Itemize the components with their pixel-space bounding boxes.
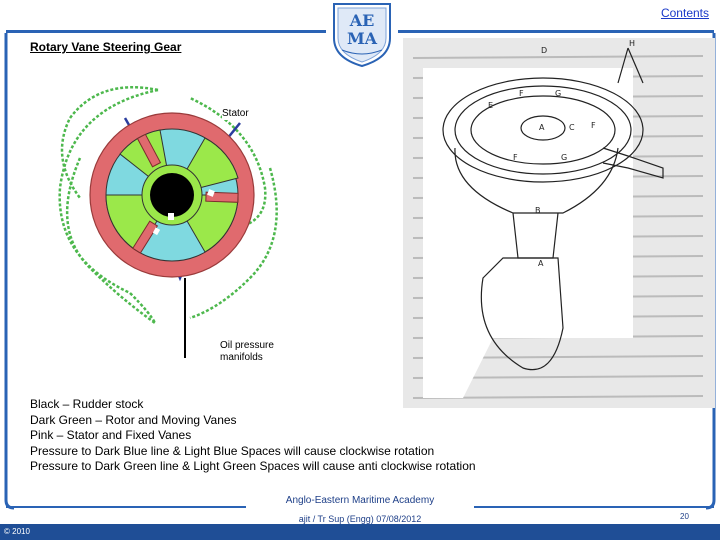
- callout-d: D: [541, 46, 548, 55]
- svg-text:MA: MA: [346, 29, 378, 48]
- legend-line-4: Pressure to Dark Blue line & Light Blue Spaces will cause clockwise rotation: [30, 443, 435, 458]
- callout-f2: F: [591, 121, 596, 130]
- callout-a2: A: [538, 259, 544, 268]
- footer-band: [0, 524, 720, 540]
- legend-line-3: Pink – Stator and Fixed Vanes: [30, 428, 192, 443]
- callout-h: H: [629, 39, 636, 48]
- callout-g1: G: [555, 89, 562, 98]
- rotary-vane-diagram: [40, 68, 290, 368]
- legend-line-2: Dark Green – Rotor and Moving Vanes: [30, 412, 237, 427]
- manifold-label-line1: Oil pressure: [220, 340, 274, 351]
- footer-author: ajit / Tr Sup (Engg) 07/08/2012: [298, 514, 422, 524]
- callout-c: C: [569, 123, 575, 132]
- callout-b: B: [535, 206, 541, 215]
- callout-a1: A: [539, 123, 545, 132]
- stator-label: Stator: [222, 108, 249, 119]
- slide-title: Rotary Vane Steering Gear: [30, 40, 182, 54]
- page-number: 20: [680, 512, 689, 521]
- manifold-label-line2: manifolds: [220, 352, 263, 363]
- footer-org: Anglo-Eastern Maritime Academy: [285, 495, 435, 506]
- svg-text:AE: AE: [349, 11, 375, 30]
- legend: [30, 397, 476, 475]
- scanned-steering-gear-figure: [403, 38, 715, 408]
- callout-e: E: [488, 101, 494, 110]
- callout-f3: F: [513, 153, 518, 162]
- callout-f1: F: [519, 89, 524, 98]
- academy-logo: [326, 0, 398, 68]
- callout-g2: G: [561, 153, 568, 162]
- legend-line-1: Black – Rudder stock: [30, 397, 144, 411]
- legend-line-5: Pressure to Dark Green line & Light Green Spaces will cause anti clockwise rotation: [30, 459, 476, 474]
- copyright: © 2010: [4, 527, 30, 536]
- contents-link[interactable]: Contents: [660, 6, 709, 20]
